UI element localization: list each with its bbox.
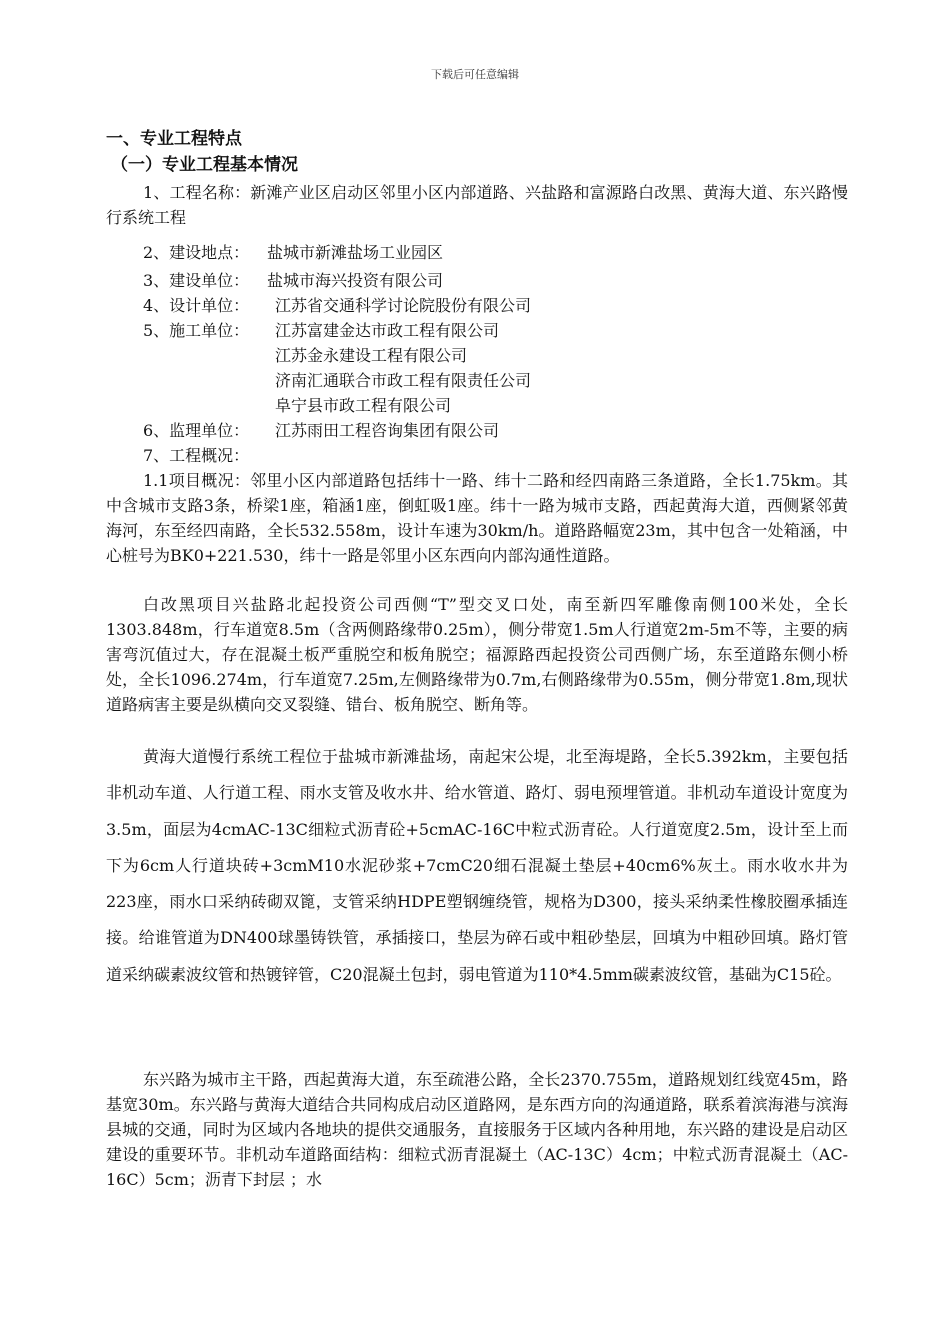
item-supervisor bbox=[143, 418, 499, 443]
item-owner bbox=[143, 268, 443, 293]
paragraph-overview: 1.1项目概况：邻里小区内部道路包括纬十一路、纬十二路和经四南路三条道路，全长1.75km。其中含城市支路3条，桥梁1座，箱涵1座，倒虹吸1座。纬十一路为城市支路，西起黄海大道，西侧紧邻黄海河，东至经四南路，全长532.558m，设计车速为30km/h。道路路幅宽23m，其中包含一处箱涵，中心桩号为BK0+221.530，纬十一路是邻里小区东西向内部沟通性道路。 bbox=[106, 471, 848, 565]
contractor-line-4: 阜宁县市政工程有限公司 bbox=[275, 396, 452, 415]
subsection-title: （一）专业工程基本情况 bbox=[111, 155, 298, 175]
header-note: 下载后可任意编辑 bbox=[431, 68, 519, 81]
item-contractor-label: 5、施工单位： bbox=[143, 321, 250, 340]
item-owner-label: 3、建设单位： bbox=[143, 271, 250, 290]
section-title: 一、专业工程特点 bbox=[106, 129, 242, 149]
contractor-line-3: 济南汇通联合市政工程有限责任公司 bbox=[275, 371, 532, 390]
item-supervisor-label: 6、监理单位： bbox=[143, 421, 250, 440]
item-location bbox=[143, 240, 443, 265]
paragraph-baigaihei: 白改黑项目兴盐路北起投资公司西侧“T”型交叉口处，南至新四军雕像南侧100米处，全长1303.848m，行车道宽8.5m（含两侧路缘带0.25m），侧分带宽1.5m人行道宽2m-5m不等，主要的病害弯沉值过大，存在混凝土板严重脱空和板角脱空；福源路西起投资公司西侧广场，东至道路东侧小桥处，全长1096.274m，行车道宽7.25m,左侧路缘带为0.7m,右侧路缘带为0.55m，侧分带宽1.8m,现状道路病害主要是纵横向交叉裂缝、错台、板角脱空、断角等。 bbox=[106, 595, 848, 714]
item-overview-heading: 7、工程概况： bbox=[143, 446, 250, 465]
item-owner-value: 盐城市海兴投资有限公司 bbox=[267, 271, 444, 290]
item-project-name: 1、工程名称：新滩产业区启动区邻里小区内部道路、兴盐路和富源路白改黑、黄海大道、东兴路慢行系统工程 bbox=[106, 183, 848, 227]
paragraph-huanghai: 黄海大道慢行系统工程位于盐城市新滩盐场，南起宋公堤，北至海堤路，全长5.392km，主要包括非机动车道、人行道工程、雨水支管及收水井、给水管道、路灯、弱电预埋管道。非机动车道设计宽度为3.5m，面层为4cmAC-13C细粒式沥青砼+5cmAC-16C中粒式沥青砼。人行道宽度2.5m，设计至上而下为6cm人行道块砖+3cmM10水泥砂浆+7cmC20细石混凝土垫层+40cm6%灰土。雨水收水井为223座，雨水口采纳砖砌双篦，支管采纳HDPE塑钢缠绕管，规格为D300，接头采纳柔性橡胶圈承插连接。给谁管道为DN400球墨铸铁管，承插接口，垫层为碎石或中粗砂垫层，回填为中粗砂回填。路灯管道采纳碳素波纹管和热镀锌管，C20混凝土包封，弱电管道为110*4.5mm碳素波纹管，基础为C15砼。 bbox=[106, 747, 848, 984]
item-location-label: 2、建设地点： bbox=[143, 243, 250, 262]
contractor-line-2: 江苏金永建设工程有限公司 bbox=[275, 346, 468, 365]
paragraph-dongxing: 东兴路为城市主干路，西起黄海大道，东至疏港公路，全长2370.755m，道路规划红线宽45m，路基宽30m。东兴路与黄海大道结合共同构成启动区道路网，是东西方向的沟通道路，联系着滨海港与滨海县城的交通，同时为区域内各地块的提供交通服务，直接服务于区域内各种用地，东兴路的建设是启动区建设的重要环节。非机动车道路面结构：细粒式沥青混凝土（AC-13C）4cm；中粒式沥青混凝土（AC-16C）5cm；沥青下封层 ；水 bbox=[106, 1070, 848, 1189]
item-location-value: 盐城市新滩盐场工业园区 bbox=[267, 243, 444, 262]
item-designer bbox=[143, 293, 531, 318]
item-contractor-value: 江苏富建金达市政工程有限公司 bbox=[275, 321, 500, 340]
item-contractor bbox=[143, 318, 499, 343]
item-supervisor-value: 江苏雨田工程咨询集团有限公司 bbox=[275, 421, 500, 440]
item-designer-value: 江苏省交通科学讨论院股份有限公司 bbox=[275, 296, 532, 315]
item-designer-label: 4、设计单位： bbox=[143, 296, 250, 315]
